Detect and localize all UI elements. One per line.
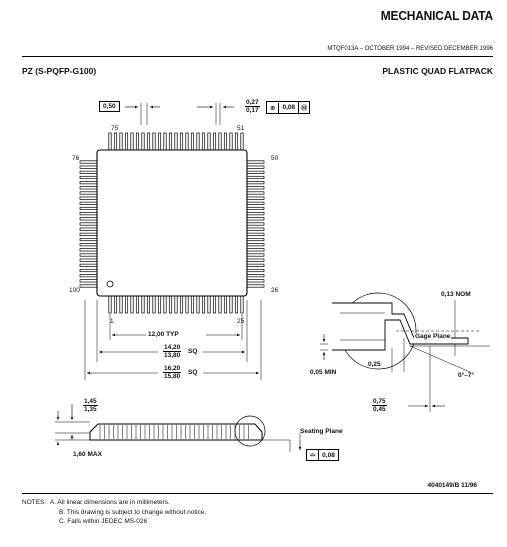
- lead: [80, 161, 97, 163]
- lead: [247, 233, 264, 235]
- overall-unit: SQ: [188, 369, 198, 376]
- lead: [241, 133, 243, 150]
- lead: [164, 133, 166, 150]
- lead: [120, 296, 122, 313]
- lead: [125, 296, 127, 313]
- lead-detail-view: [320, 293, 490, 412]
- lead: [175, 296, 177, 313]
- lead: [158, 296, 160, 313]
- lead: [80, 233, 97, 235]
- lead: [142, 133, 144, 150]
- overall-height-label: 1,60 MAX: [73, 451, 102, 458]
- lead: [247, 228, 264, 230]
- pin-51-label: 51: [237, 125, 245, 132]
- lead: [147, 296, 149, 313]
- note-a: A. All linear dimensions are in millimeters.: [49, 499, 170, 506]
- lead: [169, 296, 171, 313]
- lead: [197, 296, 199, 313]
- lead: [164, 296, 166, 313]
- notes-heading: NOTES:: [22, 499, 47, 506]
- overall-max: 16,20: [164, 365, 181, 372]
- lead: [247, 181, 264, 183]
- lead: [125, 133, 127, 150]
- drawing-number: 4040149/B 11/96: [427, 482, 477, 489]
- lead-width-dim: [245, 99, 260, 114]
- lead: [109, 296, 111, 313]
- lead: [208, 296, 210, 313]
- lead: [80, 259, 97, 261]
- lead: [247, 269, 264, 271]
- gage-height-label: 0,25: [368, 361, 381, 368]
- lead: [247, 280, 264, 282]
- height-dim: [83, 398, 98, 413]
- pin-50-label: 50: [271, 155, 279, 162]
- lead: [142, 296, 144, 313]
- lead: [80, 212, 97, 214]
- lead: [80, 166, 97, 168]
- body-dim: [163, 344, 181, 359]
- lead: [247, 254, 264, 256]
- footer-rule: [22, 493, 493, 494]
- lead: [247, 187, 264, 189]
- pin-26-label: 26: [271, 287, 279, 294]
- lead: [247, 192, 264, 194]
- lead-width-max: 0,27: [246, 99, 259, 106]
- lead: [80, 274, 97, 276]
- standoff-label: 0,05 MIN: [310, 369, 337, 376]
- lead: [80, 218, 97, 220]
- pin-75-label: 75: [111, 125, 119, 132]
- height-max: 1,45: [84, 398, 97, 405]
- lead: [247, 161, 264, 163]
- lead: [169, 133, 171, 150]
- lead: [153, 133, 155, 150]
- lead: [80, 176, 97, 178]
- lead: [80, 202, 97, 204]
- notes-block: [22, 498, 206, 527]
- lead: [80, 171, 97, 173]
- lead: [208, 133, 210, 150]
- lead: [247, 223, 264, 225]
- lead: [80, 243, 97, 245]
- lead: [80, 181, 97, 183]
- height-min: 1,35: [84, 406, 97, 413]
- lead: [235, 133, 237, 150]
- lead: [80, 223, 97, 225]
- lead: [80, 228, 97, 230]
- lead: [247, 238, 264, 240]
- document-title: MECHANICAL DATA: [380, 8, 493, 23]
- lead: [247, 197, 264, 199]
- lead: [131, 133, 133, 150]
- note-b: B. This drawing is subject to change without notice.: [59, 508, 207, 516]
- lead: [247, 218, 264, 220]
- foot-min: 0,45: [373, 406, 386, 413]
- lead: [136, 296, 138, 313]
- package-id: PZ (S-PQFP-G100): [22, 66, 97, 76]
- lead: [224, 133, 226, 150]
- angle-label: 0°–7°: [458, 372, 475, 379]
- profile-icon: ⌓: [307, 450, 319, 460]
- lead: [131, 296, 133, 313]
- lead: [158, 133, 160, 150]
- coplanarity-value: 0,08: [322, 451, 335, 459]
- lead-thickness-label: 0,13 NOM: [441, 291, 471, 298]
- overall-dim: [163, 365, 181, 380]
- position-icon: ⊕: [267, 103, 279, 113]
- revision-line: MTQF013A – OCTOBER 1994 – REVISED DECEMBER 1996: [327, 46, 493, 52]
- lead: [114, 133, 116, 150]
- lead: [247, 264, 264, 266]
- lead: [186, 133, 188, 150]
- body-unit: SQ: [188, 348, 198, 355]
- lead: [80, 238, 97, 240]
- lead: [180, 296, 182, 313]
- lead: [80, 269, 97, 271]
- lead: [213, 296, 215, 313]
- lead: [147, 133, 149, 150]
- position-tolerance-frame: [266, 101, 310, 114]
- lead-width-min: 0,17: [246, 107, 259, 114]
- lead: [247, 207, 264, 209]
- foot-length-dim: [372, 398, 387, 413]
- lead: [247, 285, 264, 287]
- lead: [80, 285, 97, 287]
- gage-plane-label: Gage Plane: [415, 333, 451, 340]
- lead: [219, 296, 221, 313]
- body-max: 14,20: [164, 344, 181, 351]
- span-typ-dim: 12,00 TYP: [148, 331, 179, 338]
- lead: [80, 254, 97, 256]
- lead: [136, 133, 138, 150]
- lead: [180, 133, 182, 150]
- lead: [224, 296, 226, 313]
- lead: [247, 171, 264, 173]
- lead: [247, 176, 264, 178]
- foot-max: 0,75: [373, 398, 386, 405]
- lead: [186, 296, 188, 313]
- lead: [191, 296, 193, 313]
- lead: [80, 187, 97, 189]
- seating-plane-label: Seating Plane: [300, 428, 343, 435]
- lead: [247, 212, 264, 214]
- coplanarity-frame: [306, 449, 339, 461]
- pin-1-label: 1: [110, 318, 114, 325]
- lead: [247, 166, 264, 168]
- pitch-box: 0,50: [99, 101, 120, 112]
- mmc-icon: Ⓜ: [298, 102, 309, 113]
- body-min: 13,80: [164, 352, 181, 359]
- pin-76-label: 76: [72, 155, 80, 162]
- lead: [153, 296, 155, 313]
- lead: [247, 202, 264, 204]
- position-tolerance: 0,08: [282, 104, 296, 111]
- package-type: PLASTIC QUAD FLATPACK: [382, 66, 493, 76]
- lead: [175, 133, 177, 150]
- lead: [114, 296, 116, 313]
- lead: [235, 296, 237, 313]
- lead: [247, 243, 264, 245]
- lead: [80, 207, 97, 209]
- lead: [80, 192, 97, 194]
- lead: [80, 249, 97, 251]
- lead: [191, 133, 193, 150]
- lead: [241, 296, 243, 313]
- lead: [230, 296, 232, 313]
- note-c: C. Falls within JEDEC MS-026: [59, 518, 148, 525]
- lead: [80, 280, 97, 282]
- lead: [247, 274, 264, 276]
- lead: [202, 133, 204, 150]
- lead: [247, 249, 264, 251]
- lead: [230, 133, 232, 150]
- package-body: [97, 150, 247, 296]
- pin-25-label: 25: [237, 318, 245, 325]
- lead: [80, 264, 97, 266]
- lead: [213, 133, 215, 150]
- lead: [219, 133, 221, 150]
- lead: [109, 133, 111, 150]
- pin-100-label: 100: [69, 287, 80, 294]
- lead: [202, 296, 204, 313]
- lead: [80, 197, 97, 199]
- overall-min: 15,80: [164, 373, 181, 380]
- lead: [247, 259, 264, 261]
- lead: [120, 133, 122, 150]
- lead: [197, 133, 199, 150]
